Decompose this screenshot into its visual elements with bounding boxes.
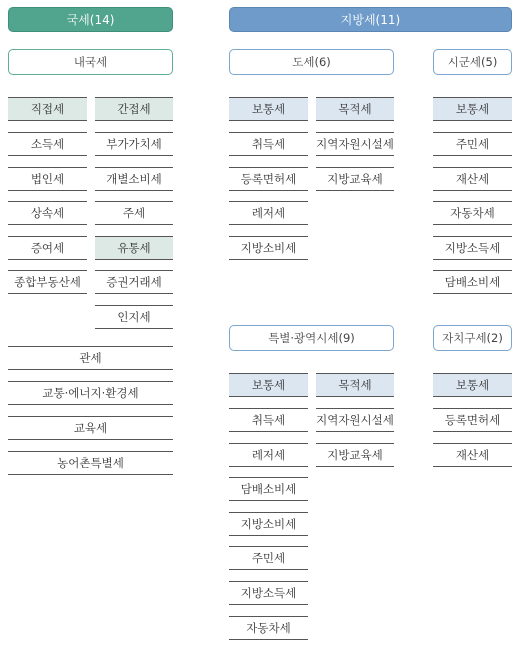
tax-item: 주민세 (229, 546, 308, 570)
tax-item: 주세 (95, 201, 173, 225)
tax-item: 취득세 (229, 132, 308, 156)
tax-item: 지방교육세 (316, 167, 394, 191)
tax-item: 레저세 (229, 201, 308, 225)
indirect-tax-category: 간접세 (95, 97, 173, 121)
district-tax-header: 자치구세(2) (433, 325, 512, 351)
tax-item: 증여세 (8, 236, 87, 260)
direct-tax-category: 직접세 (8, 97, 87, 121)
general-tax-category: 보통세 (229, 97, 308, 121)
tax-item: 개별소비세 (95, 167, 173, 191)
tax-item: 지방교육세 (316, 443, 394, 467)
national-tax-header: 국세(14) (8, 7, 173, 32)
local-tax-header: 지방세(11) (229, 7, 512, 32)
tax-item: 재산세 (433, 167, 512, 191)
tax-item: 지방소비세 (229, 236, 308, 260)
tax-item: 등록면허세 (229, 167, 308, 191)
tax-item: 종합부동산세 (8, 270, 87, 294)
tax-item: 지방소비세 (229, 512, 308, 536)
tax-item: 등록면허세 (433, 408, 512, 432)
tax-item: 레저세 (229, 443, 308, 467)
tax-item: 지역자원시설세 (316, 132, 394, 156)
tax-item: 증권거래세 (95, 270, 173, 294)
tax-item: 지역자원시설세 (316, 408, 394, 432)
purpose-tax-category: 목적세 (316, 373, 394, 397)
tax-item: 담배소비세 (229, 477, 308, 501)
general-tax-category: 보통세 (229, 373, 308, 397)
city-county-tax-header: 시군세(5) (433, 49, 512, 75)
tax-item: 법인세 (8, 167, 87, 191)
domestic-tax-header: 내국세 (8, 49, 173, 75)
tax-item: 재산세 (433, 443, 512, 467)
tax-item: 관세 (8, 346, 173, 370)
circulation-tax-category: 유통세 (95, 236, 173, 260)
tax-item: 교육세 (8, 416, 173, 440)
general-tax-category: 보통세 (433, 97, 512, 121)
tax-item: 주민세 (433, 132, 512, 156)
tax-item: 상속세 (8, 201, 87, 225)
tax-item: 농어촌특별세 (8, 451, 173, 475)
tax-item: 취득세 (229, 408, 308, 432)
tax-item: 소득세 (8, 132, 87, 156)
tax-item: 인지세 (95, 305, 173, 329)
tax-item: 자동차세 (229, 616, 308, 640)
tax-item: 담배소비세 (433, 270, 512, 294)
general-tax-category: 보통세 (433, 373, 512, 397)
tax-item: 부가가치세 (95, 132, 173, 156)
metro-tax-header: 특별·광역시세(9) (229, 325, 394, 351)
tax-item: 지방소득세 (433, 236, 512, 260)
tax-item: 지방소득세 (229, 581, 308, 605)
purpose-tax-category: 목적세 (316, 97, 394, 121)
tax-item: 자동차세 (433, 201, 512, 225)
province-tax-header: 도세(6) (229, 49, 394, 75)
tax-item: 교통·에너지·환경세 (8, 381, 173, 405)
